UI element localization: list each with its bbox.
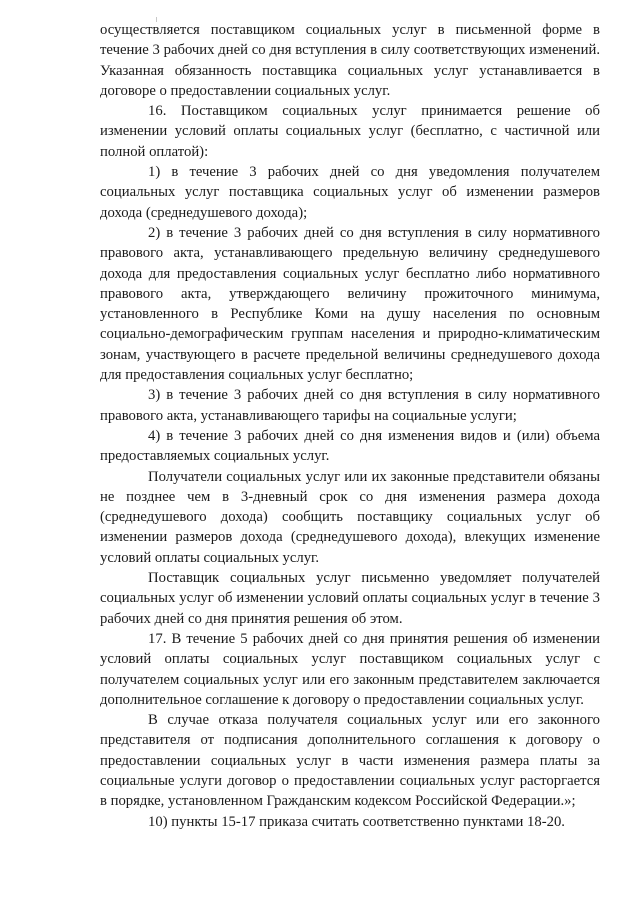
paragraph-continuation: осуществляется поставщиком социальных услуг в письменной форме в течение 3 рабочих дней со дня вступления в силу соответствующих изменений. Указанная обязанность поставщика социальных услуг устанавливается в договоре о предоставлении социальных услуг.	[100, 22, 600, 99]
paragraph-subitem-4: 4) в течение 3 рабочих дней со дня изменения видов и (или) объема предоставляемых социальных услуг.	[100, 427, 600, 465]
paragraph-item-16: 16. Поставщиком социальных услуг принимается решение об изменении условий оплаты социальных услуг (бесплатно, с частичной или полной оплатой):	[100, 103, 600, 160]
paragraph-subitem-1: 1) в течение 3 рабочих дней со дня уведомления получателем социальных услуг поставщика социальных услуг об изменении размеров дохода (среднедушевого дохода);	[100, 164, 600, 221]
paragraph-recipients-duty: Получатели социальных услуг или их законные представители обязаны не позднее чем в 3-дневный срок со дня изменения размера дохода (среднедушевого дохода) сообщить поставщику социальных услуг об изменении размеров дохода (среднедушевого дохода), влекущих изменение условий оплаты социальных услуг.	[100, 468, 600, 566]
paragraph-provider-notice: Поставщик социальных услуг письменно уведомляет получателей социальных услуг об изменении условий оплаты социальных услуг в течение 3 рабочих дней со дня принятия решения об этом.	[100, 570, 600, 627]
paragraph-subitem-2: 2) в течение 3 рабочих дней со дня вступления в силу нормативного правового акта, устанавливающего предельную величину среднедушевого дохода для предоставления социальных услуг бесплатно либо нормативного правового акта, утверждающего величину прожиточного минимума, установленного в Республике Коми на душу населения по основным социально-демографическим группам населения и природно-климатическим зонам, участвующего в расчете предельной величины среднедушевого дохода для предоставления социальных услуг бесплатно;	[100, 224, 600, 384]
document-body	[100, 20, 600, 832]
paragraph-refusal: В случае отказа получателя социальных услуг или его законного представителя от подписания дополнительного соглашения к договору о предоставлении социальных услуг в части изменения размера платы за социальные услуги договор о предоставлении социальных услуг расторгается в порядке, установленном Гражданским кодексом Российской Федерации.»;	[100, 712, 600, 810]
paragraph-item-10: 10) пункты 15-17 приказа считать соответственно пунктами 18-20.	[148, 813, 565, 830]
paragraph-subitem-3: 3) в течение 3 рабочих дней со дня вступления в силу нормативного правового акта, устанавливающего тарифы на социальные услуги;	[100, 387, 600, 424]
paragraph-item-17: 17. В течение 5 рабочих дней со дня принятия решения об изменении условий оплаты социальных услуг поставщиком социальных услуг с получателем социальных услуг или его законным представителем заключается дополнительное соглашение к договору о предоставлении социальных услуг.	[100, 630, 600, 708]
